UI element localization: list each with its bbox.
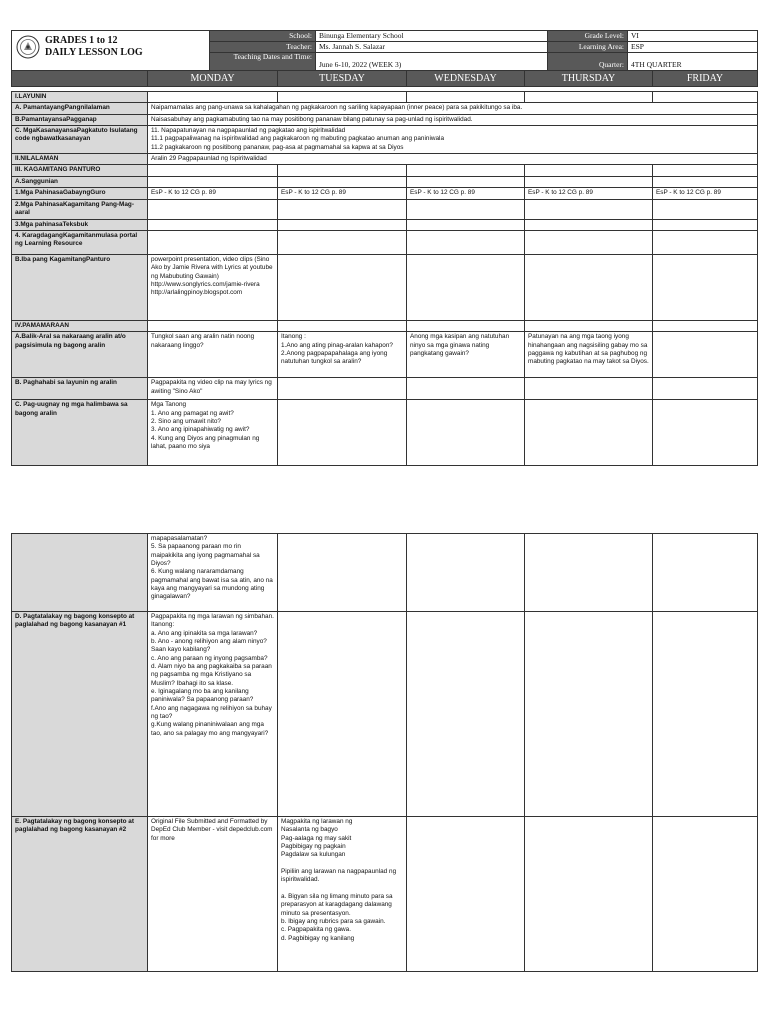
- row-label: B.PamantayansaPagganap: [12, 114, 148, 125]
- day-cell: [278, 199, 407, 219]
- header-title-line2: DAILY LESSON LOG: [45, 47, 143, 58]
- day-cell: [653, 176, 758, 187]
- day-cell: [278, 230, 407, 254]
- day-cell: [278, 254, 407, 320]
- lesson-table-page1: [11, 91, 758, 466]
- day-cell: [278, 176, 407, 187]
- day-header-wednesday: WEDNESDAY: [407, 71, 525, 87]
- day-cell: [148, 176, 278, 187]
- row-label: 1.Mga PahinasaGabayngGuro: [12, 187, 148, 199]
- day-cell: [653, 199, 758, 219]
- day-cell: [525, 817, 653, 972]
- day-cell: EsP - K to 12 CG p. 89: [407, 187, 525, 199]
- quarter-label: Quarter:: [548, 52, 628, 70]
- day-cell: Patunayan na ang mga taong iyong hinahangaan ang nagsisiling gabay mo sa paggawa ng kabutihan at sa paghubog ng mabuting pagkatao na may takot sa Diyos.: [525, 332, 653, 378]
- row-label: A.Balik-Aral sa nakaraang aralin at/o pagsisimula ng bagong aralin: [12, 332, 148, 378]
- day-cell: [653, 230, 758, 254]
- day-cell: [525, 230, 653, 254]
- day-cell: [525, 400, 653, 466]
- day-cell: [653, 534, 758, 612]
- lesson-row: [12, 153, 758, 164]
- day-cell: EsP - K to 12 CG p. 89: [653, 187, 758, 199]
- day-cell: Mga Tanong 1. Ano ang pamagat ng awit? 2. Sino ang umawit nito? 3. Ano ang ipinapahiwatig ng awit? 4. Kung ang Diyos ang pinagmulan ng lahat, paano mo siya: [148, 400, 278, 466]
- day-cell: [148, 219, 278, 230]
- day-cell: [278, 378, 407, 400]
- day-header-blank: [12, 71, 148, 87]
- lesson-row: [12, 125, 758, 153]
- lesson-row: [12, 230, 758, 254]
- day-cell: [407, 817, 525, 972]
- day-cell: [525, 320, 653, 331]
- day-cell: [525, 199, 653, 219]
- day-cell: Pagpapakita ng video clip na may lyrics ng awiting "Sino Ako": [148, 378, 278, 400]
- day-cell: [278, 400, 407, 466]
- day-cell: [653, 219, 758, 230]
- day-cell: Itanong : 1.Ano ang ating pinag-aralan kahapon? 2.Anong pagpapapahalaga ang iyong natutuhan tungkol sa aralin?: [278, 332, 407, 378]
- lesson-row: [12, 612, 758, 817]
- day-cell: Magpakita ng larawan ng Nasalanta ng bagyo Pag-aalaga ng may sakit Pagbibigay ng pagkain Pagdalaw sa kulungan Pipiliin ang larawan na nagpapaunlad ng ispiritwalidad. a. Bigyan sila ng limang minuto para sa preparasyon at karagdagang dalawang minuto sa presentasyon. b. Ibigay ang rubrics para sa gawain. c. Pagpapakita ng gawa. d. Pagbibigay ng kanilang: [278, 817, 407, 972]
- day-cell: [525, 165, 653, 176]
- header-title-block: [12, 31, 209, 63]
- lesson-row: [12, 254, 758, 320]
- day-cell: [407, 199, 525, 219]
- day-cell: [148, 92, 278, 103]
- day-cell: [525, 378, 653, 400]
- lesson-row: [12, 534, 758, 612]
- row-span-content: Naipamamalas ang pang-unawa sa kahalagahan ng pagkakaroon ng sariling kapayapaan (inner peace) para sa pakikitungo sa iba.: [148, 103, 758, 114]
- day-cell: [407, 534, 525, 612]
- quarter-value: 4TH QUARTER: [628, 52, 758, 70]
- day-cell: powerpoint presentation, video clips (Sino Ako by Jamie Rivera with Lyrics at youtube ng Mabubuting Gawain) http://www.songlyrics.com/jamie-rivera http://arlalingpinoy.blogspot.com: [148, 254, 278, 320]
- lesson-row: [12, 92, 758, 103]
- day-cell: [653, 320, 758, 331]
- row-label: 2.Mga PahinasaKagamitang Pang-Mag-aaral: [12, 199, 148, 219]
- day-cell: [525, 92, 653, 103]
- row-label: II.NILALAMAN: [12, 153, 148, 164]
- day-cell: [653, 92, 758, 103]
- day-cell: [407, 176, 525, 187]
- lesson-row: [12, 817, 758, 972]
- grade-label: Grade Level:: [548, 31, 628, 42]
- row-label: A. PamantayangPangnilalaman: [12, 103, 148, 114]
- day-header-thursday: THURSDAY: [525, 71, 653, 87]
- day-cell: Anong mga kasipan ang natutuhan ninyo sa mga ginawa nating pangkatang gawain?: [407, 332, 525, 378]
- day-cell: EsP - K to 12 CG p. 89: [525, 187, 653, 199]
- row-label: C. Pag-uugnay ng mga halimbawa sa bagong aralin: [12, 400, 148, 466]
- teacher-value: Ms. Jannah S. Salazar: [316, 41, 548, 52]
- deped-seal-icon: [16, 35, 40, 59]
- day-cell: [525, 176, 653, 187]
- day-cell: [407, 378, 525, 400]
- day-cell: EsP - K to 12 CG p. 89: [278, 187, 407, 199]
- day-cell: mapapasalamatan? 5. Sa papaanong paraan mo rin maipakikita ang iyong pagmamahal sa Diyos? 6. Kung walang nararamdamang pagmamahal ang bawat isa sa atin, ano na kaya ang mangyayari sa mundong ating ginagalawan?: [148, 534, 278, 612]
- header-title-line1: GRADES 1 to 12: [45, 35, 118, 46]
- day-cell: [407, 400, 525, 466]
- day-cell: Tungkol saan ang aralin natin noong nakaraang linggo?: [148, 332, 278, 378]
- school-label: School:: [210, 31, 316, 42]
- row-label: B. Paghahabi sa layunin ng aralin: [12, 378, 148, 400]
- day-header-bar: [11, 70, 758, 87]
- day-cell: [148, 320, 278, 331]
- day-cell: [278, 92, 407, 103]
- day-cell: [278, 612, 407, 817]
- row-label: A.Sanggunian: [12, 176, 148, 187]
- row-span-content: Aralin 29 Pagpapaunlad ng Ispiritwalidad: [148, 153, 758, 164]
- day-cell: [148, 199, 278, 219]
- grade-value: VI: [628, 31, 758, 42]
- day-cell: [407, 165, 525, 176]
- row-label: IV.PAMAMARAAN: [12, 320, 148, 331]
- row-label: B.Iba pang KagamitangPanturo: [12, 254, 148, 320]
- day-cell: [653, 612, 758, 817]
- lesson-row: [12, 219, 758, 230]
- day-cell: [148, 165, 278, 176]
- day-cell: Pagpapakita ng mga larawan ng simbahan. Itanong: a. Ano ang ipinakita sa mga larawan? b. Ano - anong relihiyon ang alam ninyo? Saan kayo kabilang? c. Ano ang paraan ng inyong pagsamba? d. Alam niyo ba ang pagkakaiba sa paraan ng pagsamba ng mga Kristiyano sa Muslim? Ibahagi ito sa klase. e. Iginagalang mo ba ang kanilang paniniwala? Sa papaanong paraan? f.Ano ang nagagawa ng relihiyon sa buhay ng tao? g.Kung walang pinaniniwalaan ang mga tao, ano sa palagay mo ang mangyayari?: [148, 612, 278, 817]
- row-label: I.LAYUNIN: [12, 92, 148, 103]
- day-cell: [407, 320, 525, 331]
- day-cell: Original File Submitted and Formatted by DepEd Club Member - visit depedclub.com for more: [148, 817, 278, 972]
- day-cell: [525, 219, 653, 230]
- lesson-row: [12, 320, 758, 331]
- lesson-row: [12, 199, 758, 219]
- area-value: ESP: [628, 41, 758, 52]
- lesson-row: [12, 176, 758, 187]
- row-label: 4. KaragdagangKagamitanmulasa portal ng Learning Resource: [12, 230, 148, 254]
- day-cell: [407, 219, 525, 230]
- day-cell: [653, 400, 758, 466]
- day-cell: [525, 534, 653, 612]
- row-label: E. Pagtatalakay ng bagong konsepto at paglalahad ng bagong kasanayan #2: [12, 817, 148, 972]
- day-cell: [278, 219, 407, 230]
- row-span-content: Naisasabuhay ang pagkamabuting tao na may positibong pananaw bilang patunay sa pag-unlad ng ispiritwalidad.: [148, 114, 758, 125]
- row-label: 3.Mga pahinasaTeksbuk: [12, 219, 148, 230]
- day-cell: [525, 254, 653, 320]
- row-label: [12, 534, 148, 612]
- day-header-tuesday: TUESDAY: [278, 71, 407, 87]
- day-cell: EsP - K to 12 CG p. 89: [148, 187, 278, 199]
- day-cell: [407, 92, 525, 103]
- day-header-monday: MONDAY: [148, 71, 278, 87]
- row-label: C. MgaKasanayansaPagkatuto Isulatang code ngbawatkasanayan: [12, 125, 148, 153]
- day-cell: [278, 165, 407, 176]
- day-cell: [653, 332, 758, 378]
- area-label: Learning Area:: [548, 41, 628, 52]
- day-cell: [407, 612, 525, 817]
- day-header-friday: FRIDAY: [653, 71, 758, 87]
- lesson-row: [12, 165, 758, 176]
- row-span-content: 11. Napapatunayan na nagpapaunlad ng pagkatao ang ispiritwalidad 11.1 pagpapaliwanag na ispiritwalidad ang pagkakaroon ng mabuting pagkatao anuman ang paniniwala 11.2 pagkakaroon ng positibong pananaw, pag-asa at pagmamahal sa kapwa at sa Diyos: [148, 125, 758, 153]
- lesson-row: [12, 400, 758, 466]
- row-label: III. KAGAMITANG PANTURO: [12, 165, 148, 176]
- dates-label: Teaching Dates and Time:: [210, 52, 316, 70]
- day-cell: [525, 612, 653, 817]
- day-cell: [148, 230, 278, 254]
- day-cell: [653, 817, 758, 972]
- day-cell: [407, 254, 525, 320]
- teacher-label: Teacher:: [210, 41, 316, 52]
- row-label: D. Pagtatalakay ng bagong konsepto at paglalahad ng bagong kasanayan #1: [12, 612, 148, 817]
- dates-value: June 6-10, 2022 (WEEK 3): [316, 52, 548, 70]
- day-cell: [653, 254, 758, 320]
- day-cell: [278, 534, 407, 612]
- day-cell: [278, 320, 407, 331]
- day-cell: [407, 230, 525, 254]
- lesson-row: [12, 103, 758, 114]
- lesson-table-page2: [11, 533, 758, 972]
- school-value: Binunga Elementary School: [316, 31, 548, 42]
- lesson-row: [12, 114, 758, 125]
- lesson-row: [12, 378, 758, 400]
- day-cell: [653, 165, 758, 176]
- lesson-row: [12, 187, 758, 199]
- day-cell: [653, 378, 758, 400]
- lesson-row: [12, 332, 758, 378]
